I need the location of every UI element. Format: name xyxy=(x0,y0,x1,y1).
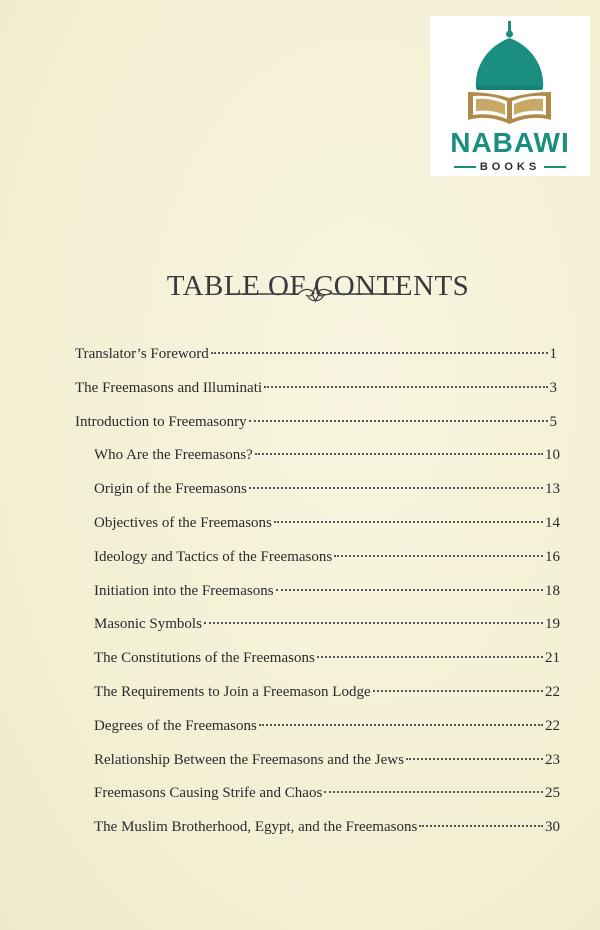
toc-entry[interactable] xyxy=(94,648,560,668)
toc-entry-title: Relationship Between the Freemasons and the Jews xyxy=(94,752,404,768)
dot-leader xyxy=(264,386,547,388)
toc-entry-page-number: 22 xyxy=(545,684,560,700)
toc-entry-title: Degrees of the Freemasons xyxy=(94,718,257,734)
toc-entry-page-number: 18 xyxy=(545,583,560,599)
logo-subtitle-row xyxy=(430,160,590,174)
dot-leader xyxy=(373,690,543,692)
toc-entry-page-number: 13 xyxy=(545,481,560,497)
dot-leader xyxy=(249,487,543,489)
toc-entry[interactable] xyxy=(94,682,560,702)
toc-entry-page-number: 16 xyxy=(545,549,560,565)
toc-entry-title: The Muslim Brotherhood, Egypt, and the Freemasons xyxy=(94,819,418,835)
toc-entry[interactable] xyxy=(94,581,560,601)
toc-entry[interactable] xyxy=(94,547,560,567)
toc-entry-title: Objectives of the Freemasons xyxy=(94,515,272,531)
dot-leader xyxy=(274,521,543,523)
toc-entry-title: Who Are the Freemasons? xyxy=(94,447,253,463)
toc-entry-page-number: 5 xyxy=(549,414,557,430)
dot-leader xyxy=(204,622,543,624)
dot-leader xyxy=(317,656,543,658)
toc-entry[interactable] xyxy=(75,344,557,364)
toc-entry[interactable] xyxy=(94,750,560,770)
toc-entry-title: Origin of the Freemasons xyxy=(94,481,247,497)
logo-name: NABAWI xyxy=(450,127,570,158)
toc-entry-title: Freemasons Causing Strife and Chaos xyxy=(94,785,323,801)
dot-leader xyxy=(276,589,543,591)
toc-entry[interactable] xyxy=(94,614,560,634)
toc-entry-title: Initiation into the Freemasons xyxy=(94,583,274,599)
dot-leader xyxy=(334,555,543,557)
toc-entry[interactable] xyxy=(94,716,560,736)
toc-entry[interactable] xyxy=(75,412,557,432)
toc-entry-page-number: 10 xyxy=(545,447,560,463)
dot-leader xyxy=(259,724,543,726)
toc-entry-title: Ideology and Tactics of the Freemasons xyxy=(94,549,333,565)
toc-entry-title: Introduction to Freemasonry xyxy=(75,414,247,430)
toc-entry-title: The Requirements to Join a Freemason Lodge xyxy=(94,684,371,700)
toc-entry[interactable] xyxy=(94,513,560,533)
toc-entry-page-number: 21 xyxy=(545,650,560,666)
toc-entry-page-number: 14 xyxy=(545,515,560,531)
logo-subtitle: BOOKS xyxy=(479,161,541,173)
toc-entry-page-number: 22 xyxy=(545,718,560,734)
toc-entry[interactable] xyxy=(75,378,557,398)
toc-entry-title: Masonic Symbols xyxy=(94,616,202,632)
toc-entry-page-number: 19 xyxy=(545,616,560,632)
dot-leader xyxy=(406,758,543,760)
toc-entry[interactable] xyxy=(94,445,560,465)
logo-rule-right xyxy=(544,166,566,168)
dot-leader xyxy=(255,453,543,455)
toc-entry[interactable] xyxy=(94,783,560,803)
toc-entry[interactable] xyxy=(94,479,560,499)
dot-leader xyxy=(419,825,543,827)
logo-rule-left xyxy=(454,166,476,168)
dot-leader xyxy=(211,352,548,354)
toc-entry-title: Translator’s Foreword xyxy=(75,346,209,362)
toc-entry-title: The Freemasons and Illuminati xyxy=(75,380,263,396)
dot-leader xyxy=(324,791,543,793)
page-title: TABLE OF CONTENTS xyxy=(166,270,470,303)
flourish-divider-icon xyxy=(228,283,403,305)
toc-entry-page-number: 3 xyxy=(549,380,557,396)
toc-entry-page-number: 25 xyxy=(545,785,560,801)
toc-entry-page-number: 23 xyxy=(545,752,560,768)
toc-entry[interactable] xyxy=(94,817,560,837)
toc-entry-page-number: 30 xyxy=(545,819,560,835)
toc-entry-title: The Constitutions of the Freemasons xyxy=(94,650,315,666)
dot-leader xyxy=(249,420,548,422)
publisher-logo xyxy=(430,16,590,176)
toc-entry-page-number: 1 xyxy=(549,346,557,362)
